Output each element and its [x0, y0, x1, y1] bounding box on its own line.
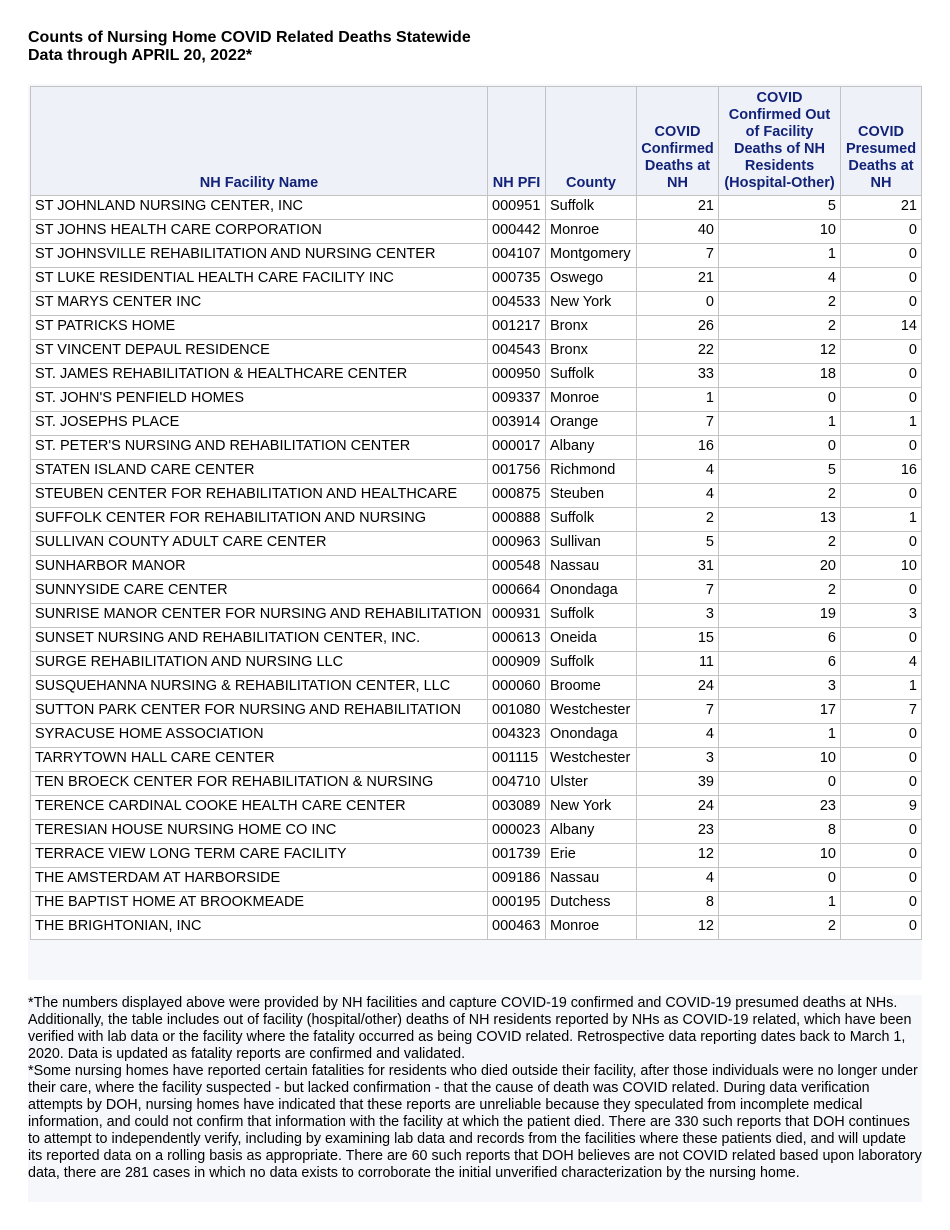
cell-nh-pfi: 009337	[488, 388, 546, 412]
cell-confirmed-deaths: 24	[637, 676, 719, 700]
cell-facility-name: TERESIAN HOUSE NURSING HOME CO INC	[31, 820, 488, 844]
cell-facility-name: ST MARYS CENTER INC	[31, 292, 488, 316]
cell-out-of-facility-deaths: 1	[719, 892, 841, 916]
cell-out-of-facility-deaths: 12	[719, 340, 841, 364]
cell-county: Suffolk	[546, 604, 637, 628]
cell-confirmed-deaths: 4	[637, 724, 719, 748]
cell-nh-pfi: 000888	[488, 508, 546, 532]
cell-facility-name: SUFFOLK CENTER FOR REHABILITATION AND NURSING	[31, 508, 488, 532]
table-row	[31, 244, 922, 268]
cell-confirmed-deaths: 15	[637, 628, 719, 652]
cell-presumed-deaths: 4	[841, 652, 922, 676]
cell-out-of-facility-deaths: 6	[719, 628, 841, 652]
cell-nh-pfi: 000950	[488, 364, 546, 388]
table-row	[31, 508, 922, 532]
report-title-line1: Counts of Nursing Home COVID Related Deaths Statewide	[28, 29, 471, 46]
cell-county: New York	[546, 796, 637, 820]
cell-county: Richmond	[546, 460, 637, 484]
header-presumed-deaths: COVID Presumed Deaths at NH	[841, 87, 922, 196]
cell-facility-name: SUSQUEHANNA NURSING & REHABILITATION CENTER, LLC	[31, 676, 488, 700]
cell-facility-name: TARRYTOWN HALL CARE CENTER	[31, 748, 488, 772]
cell-facility-name: SURGE REHABILITATION AND NURSING LLC	[31, 652, 488, 676]
cell-nh-pfi: 004533	[488, 292, 546, 316]
cell-confirmed-deaths: 3	[637, 604, 719, 628]
cell-county: Oneida	[546, 628, 637, 652]
cell-county: Montgomery	[546, 244, 637, 268]
cell-facility-name: TEN BROECK CENTER FOR REHABILITATION & NURSING	[31, 772, 488, 796]
cell-facility-name: SUNHARBOR MANOR	[31, 556, 488, 580]
cell-facility-name: THE BAPTIST HOME AT BROOKMEADE	[31, 892, 488, 916]
cell-presumed-deaths: 1	[841, 676, 922, 700]
cell-nh-pfi: 003914	[488, 412, 546, 436]
cell-confirmed-deaths: 23	[637, 820, 719, 844]
table-row	[31, 220, 922, 244]
table-header-row	[31, 87, 922, 196]
cell-county: Bronx	[546, 340, 637, 364]
cell-out-of-facility-deaths: 5	[719, 196, 841, 220]
cell-nh-pfi: 000017	[488, 436, 546, 460]
cell-presumed-deaths: 0	[841, 772, 922, 796]
cell-nh-pfi: 004710	[488, 772, 546, 796]
cell-confirmed-deaths: 7	[637, 580, 719, 604]
cell-nh-pfi: 000463	[488, 916, 546, 940]
cell-confirmed-deaths: 7	[637, 412, 719, 436]
table-row	[31, 844, 922, 868]
cell-nh-pfi: 001115	[488, 748, 546, 772]
cell-facility-name: SUNRISE MANOR CENTER FOR NURSING AND REHABILITATION	[31, 604, 488, 628]
cell-presumed-deaths: 9	[841, 796, 922, 820]
cell-county: Westchester	[546, 748, 637, 772]
cell-county: Suffolk	[546, 364, 637, 388]
cell-facility-name: ST JOHNS HEALTH CARE CORPORATION	[31, 220, 488, 244]
cell-presumed-deaths: 0	[841, 292, 922, 316]
cell-out-of-facility-deaths: 18	[719, 364, 841, 388]
cell-county: Suffolk	[546, 196, 637, 220]
cell-nh-pfi: 004107	[488, 244, 546, 268]
cell-nh-pfi: 000023	[488, 820, 546, 844]
cell-presumed-deaths: 0	[841, 844, 922, 868]
table-row	[31, 628, 922, 652]
table-row	[31, 700, 922, 724]
cell-out-of-facility-deaths: 2	[719, 916, 841, 940]
cell-county: Steuben	[546, 484, 637, 508]
cell-county: Broome	[546, 676, 637, 700]
cell-presumed-deaths: 0	[841, 868, 922, 892]
cell-facility-name: ST JOHNSVILLE REHABILITATION AND NURSING CENTER	[31, 244, 488, 268]
cell-presumed-deaths: 1	[841, 412, 922, 436]
cell-facility-name: ST VINCENT DEPAUL RESIDENCE	[31, 340, 488, 364]
cell-out-of-facility-deaths: 19	[719, 604, 841, 628]
table-row	[31, 292, 922, 316]
cell-out-of-facility-deaths: 1	[719, 724, 841, 748]
cell-out-of-facility-deaths: 10	[719, 748, 841, 772]
cell-out-of-facility-deaths: 2	[719, 580, 841, 604]
cell-facility-name: ST PATRICKS HOME	[31, 316, 488, 340]
cell-confirmed-deaths: 3	[637, 748, 719, 772]
cell-confirmed-deaths: 12	[637, 916, 719, 940]
cell-facility-name: ST. JAMES REHABILITATION & HEALTHCARE CENTER	[31, 364, 488, 388]
cell-presumed-deaths: 0	[841, 580, 922, 604]
cell-county: Albany	[546, 820, 637, 844]
cell-nh-pfi: 000664	[488, 580, 546, 604]
table-row	[31, 580, 922, 604]
table-row	[31, 556, 922, 580]
cell-facility-name: SYRACUSE HOME ASSOCIATION	[31, 724, 488, 748]
cell-presumed-deaths: 0	[841, 628, 922, 652]
cell-out-of-facility-deaths: 10	[719, 844, 841, 868]
cell-out-of-facility-deaths: 0	[719, 772, 841, 796]
cell-confirmed-deaths: 7	[637, 244, 719, 268]
cell-nh-pfi: 000442	[488, 220, 546, 244]
cell-confirmed-deaths: 24	[637, 796, 719, 820]
cell-out-of-facility-deaths: 20	[719, 556, 841, 580]
cell-nh-pfi: 001080	[488, 700, 546, 724]
cell-presumed-deaths: 0	[841, 364, 922, 388]
cell-presumed-deaths: 10	[841, 556, 922, 580]
cell-presumed-deaths: 16	[841, 460, 922, 484]
cell-out-of-facility-deaths: 13	[719, 508, 841, 532]
footnote-2: *Some nursing homes have reported certain fatalities for residents who died outside their facility, after those individuals were no longer under their care, where the facility suspected - but lacked confirmation - that the cause of death was COVID related. During data verification attempts by DOH, nursing homes have indicated that these reports are unreliable because they speculated from incomplete medical information, and could not confirm that information with the facility at which the patient died. There are 330 such reports that DOH continues to attempt to independently verify, including by examining lab data and records from the facilities where these patients died, and will update its reported data on a rolling basis as appropriate. There are 60 such reports that DOH believes are not COVID related based upon laboratory data, there are 281 cases in which no data exists to corroborate the initial unverified characterization by the nursing home.	[28, 1063, 922, 1181]
header-facility-name: NH Facility Name	[31, 87, 488, 196]
cell-presumed-deaths: 0	[841, 532, 922, 556]
cell-confirmed-deaths: 33	[637, 364, 719, 388]
cell-facility-name: TERENCE CARDINAL COOKE HEALTH CARE CENTER	[31, 796, 488, 820]
table-row	[31, 820, 922, 844]
cell-nh-pfi: 009186	[488, 868, 546, 892]
cell-nh-pfi: 004323	[488, 724, 546, 748]
cell-confirmed-deaths: 5	[637, 532, 719, 556]
cell-nh-pfi: 000735	[488, 268, 546, 292]
cell-out-of-facility-deaths: 0	[719, 868, 841, 892]
table-row	[31, 772, 922, 796]
cell-facility-name: ST LUKE RESIDENTIAL HEALTH CARE FACILITY INC	[31, 268, 488, 292]
header-out-of-facility-deaths: COVID Confirmed Out of Facility Deaths of NH Residents (Hospital-Other)	[719, 87, 841, 196]
cell-confirmed-deaths: 39	[637, 772, 719, 796]
cell-county: Suffolk	[546, 652, 637, 676]
header-nh-pfi: NH PFI	[488, 87, 546, 196]
cell-confirmed-deaths: 2	[637, 508, 719, 532]
cell-county: Sullivan	[546, 532, 637, 556]
table-row	[31, 436, 922, 460]
cell-facility-name: THE BRIGHTONIAN, INC	[31, 916, 488, 940]
cell-presumed-deaths: 0	[841, 388, 922, 412]
cell-presumed-deaths: 0	[841, 220, 922, 244]
table-body	[31, 196, 922, 940]
cell-facility-name: ST. PETER'S NURSING AND REHABILITATION CENTER	[31, 436, 488, 460]
cell-out-of-facility-deaths: 2	[719, 484, 841, 508]
cell-presumed-deaths: 0	[841, 268, 922, 292]
cell-county: New York	[546, 292, 637, 316]
deaths-table	[30, 86, 922, 940]
cell-nh-pfi: 000875	[488, 484, 546, 508]
cell-presumed-deaths: 0	[841, 244, 922, 268]
cell-out-of-facility-deaths: 2	[719, 316, 841, 340]
cell-out-of-facility-deaths: 3	[719, 676, 841, 700]
cell-presumed-deaths: 0	[841, 820, 922, 844]
cell-county: Bronx	[546, 316, 637, 340]
footnote-1: *The numbers displayed above were provided by NH facilities and capture COVID-19 confirmed and COVID-19 presumed deaths at NHs. Additionally, the table includes out of facility (hospital/other) deaths of NH residents reported by NHs as COVID-19 related, which have been verified with lab data or the facility where the fatality occurred as being COVID related. Retrospective data reporting dates back to March 1, 2020. Data is updated as fatality reports are confirmed and validated.	[28, 995, 912, 1062]
cell-presumed-deaths: 0	[841, 724, 922, 748]
cell-facility-name: ST JOHNLAND NURSING CENTER, INC	[31, 196, 488, 220]
cell-county: Suffolk	[546, 508, 637, 532]
table-row	[31, 364, 922, 388]
cell-county: Dutchess	[546, 892, 637, 916]
cell-presumed-deaths: 7	[841, 700, 922, 724]
cell-presumed-deaths: 3	[841, 604, 922, 628]
cell-county: Orange	[546, 412, 637, 436]
cell-out-of-facility-deaths: 1	[719, 244, 841, 268]
cell-presumed-deaths: 0	[841, 892, 922, 916]
cell-county: Onondaga	[546, 724, 637, 748]
cell-out-of-facility-deaths: 4	[719, 268, 841, 292]
table-row	[31, 316, 922, 340]
cell-out-of-facility-deaths: 8	[719, 820, 841, 844]
cell-confirmed-deaths: 26	[637, 316, 719, 340]
table-row	[31, 196, 922, 220]
report-title-line2: Data through APRIL 20, 2022*	[28, 47, 253, 64]
cell-presumed-deaths: 14	[841, 316, 922, 340]
cell-presumed-deaths: 0	[841, 484, 922, 508]
table-row	[31, 916, 922, 940]
table-row	[31, 892, 922, 916]
table-row	[31, 484, 922, 508]
cell-confirmed-deaths: 16	[637, 436, 719, 460]
report-title	[28, 29, 471, 65]
cell-out-of-facility-deaths: 0	[719, 436, 841, 460]
cell-nh-pfi: 000931	[488, 604, 546, 628]
cell-confirmed-deaths: 8	[637, 892, 719, 916]
cell-nh-pfi: 000195	[488, 892, 546, 916]
table-row	[31, 724, 922, 748]
cell-facility-name: SUTTON PARK CENTER FOR NURSING AND REHABILITATION	[31, 700, 488, 724]
table-row	[31, 748, 922, 772]
cell-out-of-facility-deaths: 10	[719, 220, 841, 244]
cell-county: Nassau	[546, 556, 637, 580]
cell-confirmed-deaths: 22	[637, 340, 719, 364]
cell-out-of-facility-deaths: 2	[719, 292, 841, 316]
cell-nh-pfi: 000963	[488, 532, 546, 556]
cell-county: Monroe	[546, 916, 637, 940]
cell-confirmed-deaths: 11	[637, 652, 719, 676]
table-row	[31, 676, 922, 700]
table-row	[31, 652, 922, 676]
cell-confirmed-deaths: 21	[637, 268, 719, 292]
cell-confirmed-deaths: 40	[637, 220, 719, 244]
cell-nh-pfi: 000060	[488, 676, 546, 700]
cell-nh-pfi: 003089	[488, 796, 546, 820]
table-row	[31, 604, 922, 628]
cell-facility-name: STATEN ISLAND CARE CENTER	[31, 460, 488, 484]
cell-nh-pfi: 004543	[488, 340, 546, 364]
cell-facility-name: ST. JOSEPHS PLACE	[31, 412, 488, 436]
cell-facility-name: SUNNYSIDE CARE CENTER	[31, 580, 488, 604]
cell-county: Monroe	[546, 220, 637, 244]
cell-nh-pfi: 001756	[488, 460, 546, 484]
footnotes	[28, 995, 922, 1202]
cell-confirmed-deaths: 21	[637, 196, 719, 220]
cell-facility-name: TERRACE VIEW LONG TERM CARE FACILITY	[31, 844, 488, 868]
cell-presumed-deaths: 0	[841, 436, 922, 460]
cell-nh-pfi: 001739	[488, 844, 546, 868]
cell-confirmed-deaths: 4	[637, 868, 719, 892]
cell-presumed-deaths: 0	[841, 916, 922, 940]
cell-nh-pfi: 000951	[488, 196, 546, 220]
cell-nh-pfi: 000613	[488, 628, 546, 652]
cell-confirmed-deaths: 7	[637, 700, 719, 724]
cell-out-of-facility-deaths: 2	[719, 532, 841, 556]
header-confirmed-deaths: COVID Confirmed Deaths at NH	[637, 87, 719, 196]
cell-facility-name: SULLIVAN COUNTY ADULT CARE CENTER	[31, 532, 488, 556]
table-row	[31, 388, 922, 412]
cell-facility-name: THE AMSTERDAM AT HARBORSIDE	[31, 868, 488, 892]
cell-confirmed-deaths: 0	[637, 292, 719, 316]
header-county: County	[546, 87, 637, 196]
cell-presumed-deaths: 1	[841, 508, 922, 532]
table-row	[31, 868, 922, 892]
cell-facility-name: SUNSET NURSING AND REHABILITATION CENTER, INC.	[31, 628, 488, 652]
table-row	[31, 796, 922, 820]
cell-out-of-facility-deaths: 23	[719, 796, 841, 820]
cell-presumed-deaths: 21	[841, 196, 922, 220]
cell-county: Erie	[546, 844, 637, 868]
cell-confirmed-deaths: 31	[637, 556, 719, 580]
cell-nh-pfi: 001217	[488, 316, 546, 340]
table-row	[31, 340, 922, 364]
cell-out-of-facility-deaths: 17	[719, 700, 841, 724]
cell-confirmed-deaths: 1	[637, 388, 719, 412]
cell-out-of-facility-deaths: 1	[719, 412, 841, 436]
table-row	[31, 412, 922, 436]
cell-out-of-facility-deaths: 5	[719, 460, 841, 484]
cell-county: Ulster	[546, 772, 637, 796]
table-row	[31, 268, 922, 292]
cell-confirmed-deaths: 12	[637, 844, 719, 868]
cell-confirmed-deaths: 4	[637, 484, 719, 508]
table-row	[31, 460, 922, 484]
table-row	[31, 532, 922, 556]
cell-out-of-facility-deaths: 6	[719, 652, 841, 676]
cell-county: Onondaga	[546, 580, 637, 604]
cell-county: Oswego	[546, 268, 637, 292]
cell-county: Albany	[546, 436, 637, 460]
cell-presumed-deaths: 0	[841, 340, 922, 364]
cell-nh-pfi: 000909	[488, 652, 546, 676]
cell-county: Monroe	[546, 388, 637, 412]
cell-nh-pfi: 000548	[488, 556, 546, 580]
cell-out-of-facility-deaths: 0	[719, 388, 841, 412]
cell-facility-name: STEUBEN CENTER FOR REHABILITATION AND HEALTHCARE	[31, 484, 488, 508]
cell-facility-name: ST. JOHN'S PENFIELD HOMES	[31, 388, 488, 412]
cell-county: Westchester	[546, 700, 637, 724]
cell-presumed-deaths: 0	[841, 748, 922, 772]
cell-confirmed-deaths: 4	[637, 460, 719, 484]
cell-county: Nassau	[546, 868, 637, 892]
